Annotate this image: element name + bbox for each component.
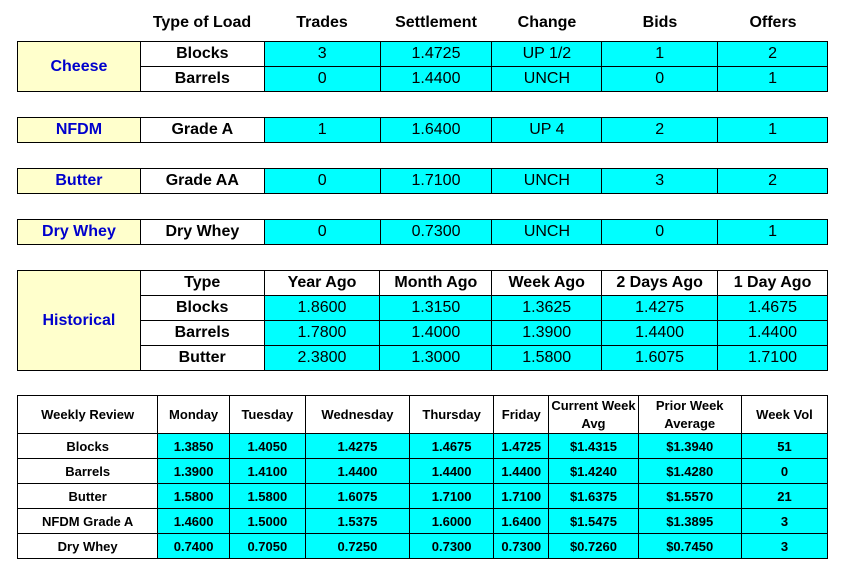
thursday-cell: 0.7300	[410, 534, 494, 559]
dry-whey-table	[17, 219, 828, 245]
weekly-header-monday: Monday	[158, 396, 230, 434]
wednesday-cell: 0.7250	[305, 534, 409, 559]
1-day-ago-cell: 1.4400	[718, 321, 828, 346]
historical-header-2-days-ago: 2 Days Ago	[602, 271, 718, 296]
prior-week-average-cell: $0.7450	[638, 534, 741, 559]
week-ago-cell: 1.3625	[492, 296, 602, 321]
week-vol-cell: 3	[741, 534, 827, 559]
tuesday-cell: 1.4100	[229, 459, 305, 484]
bids-cell: 1	[602, 42, 718, 67]
settlement-cell: 1.6400	[380, 118, 492, 143]
weekly-header-prior-week-average: Prior Week Average	[638, 396, 741, 434]
table-row	[18, 220, 828, 245]
week-vol-cell: 3	[741, 509, 827, 534]
1-day-ago-cell: 1.7100	[718, 346, 828, 371]
year-ago-cell: 1.8600	[264, 296, 380, 321]
cheese-type-cell: Barrels	[140, 67, 264, 92]
historical-header-month-ago: Month Ago	[380, 271, 492, 296]
bids-cell: 3	[602, 169, 718, 194]
weekly-product-cell: Blocks	[18, 434, 158, 459]
change-cell: UNCH	[492, 169, 602, 194]
historical-header-type: Type	[140, 271, 264, 296]
prior-week-average-cell: $1.4280	[638, 459, 741, 484]
tuesday-cell: 1.5800	[229, 484, 305, 509]
wednesday-cell: 1.5375	[305, 509, 409, 534]
2-days-ago-cell: 1.4275	[602, 296, 718, 321]
thursday-cell: 1.7100	[410, 484, 494, 509]
change-cell: UNCH	[492, 67, 602, 92]
table-row	[18, 42, 828, 67]
monday-cell: 1.5800	[158, 484, 230, 509]
week-ago-cell: 1.3900	[492, 321, 602, 346]
table-row	[18, 169, 828, 194]
month-ago-cell: 1.3000	[380, 346, 492, 371]
offers-cell: 1	[718, 67, 828, 92]
trades-cell: 0	[264, 67, 380, 92]
nfdm-label: NFDM	[18, 118, 141, 143]
historical-table	[17, 270, 828, 371]
weekly-header-friday: Friday	[494, 396, 549, 434]
wednesday-cell: 1.6075	[305, 484, 409, 509]
week-vol-cell: 0	[741, 459, 827, 484]
cheese-type-cell: Blocks	[140, 42, 264, 67]
tuesday-cell: 1.5000	[229, 509, 305, 534]
month-ago-cell: 1.4000	[380, 321, 492, 346]
trades-cell: 3	[264, 42, 380, 67]
2-days-ago-cell: 1.4400	[602, 321, 718, 346]
change-cell: UP 1/2	[492, 42, 602, 67]
friday-cell: 1.4725	[494, 434, 549, 459]
header-settlement: Settlement	[395, 14, 477, 31]
thursday-cell: 1.6000	[410, 509, 494, 534]
offers-cell: 1	[718, 220, 828, 245]
current-week-avg-cell: $1.5475	[549, 509, 638, 534]
friday-cell: 0.7300	[494, 534, 549, 559]
prior-week-average-cell: $1.5570	[638, 484, 741, 509]
tuesday-cell: 1.4050	[229, 434, 305, 459]
header-trades: Trades	[296, 14, 348, 31]
historical-header-1-day-ago: 1 Day Ago	[718, 271, 828, 296]
1-day-ago-cell: 1.4675	[718, 296, 828, 321]
thursday-cell: 1.4675	[410, 434, 494, 459]
header-offers: Offers	[749, 14, 797, 31]
table-row	[18, 534, 828, 559]
week-vol-cell: 21	[741, 484, 827, 509]
current-week-avg-cell: $1.4315	[549, 434, 638, 459]
settlement-cell: 1.7100	[380, 169, 492, 194]
bids-cell: 2	[602, 118, 718, 143]
2-days-ago-cell: 1.6075	[602, 346, 718, 371]
weekly-header-current-week-avg: Current Week Avg	[549, 396, 638, 434]
trades-cell: 0	[264, 220, 380, 245]
offers-cell: 1	[718, 118, 828, 143]
historical-header-week-ago: Week Ago	[492, 271, 602, 296]
change-cell: UP 4	[492, 118, 602, 143]
trades-cell: 0	[264, 169, 380, 194]
settlement-cell: 1.4400	[380, 67, 492, 92]
weekly-product-cell: Barrels	[18, 459, 158, 484]
weekly-product-cell: Butter	[18, 484, 158, 509]
table-header-row	[18, 271, 828, 296]
table-row	[18, 484, 828, 509]
historical-type-cell: Barrels	[140, 321, 264, 346]
offers-cell: 2	[718, 169, 828, 194]
historical-type-cell: Butter	[140, 346, 264, 371]
thursday-cell: 1.4400	[410, 459, 494, 484]
weekly-product-cell: Dry Whey	[18, 534, 158, 559]
offers-cell: 2	[718, 42, 828, 67]
table-row	[18, 509, 828, 534]
monday-cell: 1.3900	[158, 459, 230, 484]
historical-type-cell: Blocks	[140, 296, 264, 321]
year-ago-cell: 1.7800	[264, 321, 380, 346]
prior-week-average-cell: $1.3895	[638, 509, 741, 534]
butter-type-cell: Grade AA	[140, 169, 264, 194]
cheese-table	[17, 41, 828, 92]
change-cell: UNCH	[492, 220, 602, 245]
butter-label: Butter	[18, 169, 141, 194]
prior-week-average-cell: $1.3940	[638, 434, 741, 459]
monday-cell: 1.3850	[158, 434, 230, 459]
weekly-product-cell: NFDM Grade A	[18, 509, 158, 534]
weekly-header-thursday: Thursday	[410, 396, 494, 434]
wednesday-cell: 1.4400	[305, 459, 409, 484]
friday-cell: 1.6400	[494, 509, 549, 534]
week-ago-cell: 1.5800	[492, 346, 602, 371]
monday-cell: 0.7400	[158, 534, 230, 559]
nfdm-type-cell: Grade A	[140, 118, 264, 143]
wednesday-cell: 1.4275	[305, 434, 409, 459]
year-ago-cell: 2.3800	[264, 346, 380, 371]
dry-whey-type-cell: Dry Whey	[140, 220, 264, 245]
butter-table	[17, 168, 828, 194]
tuesday-cell: 0.7050	[229, 534, 305, 559]
current-week-avg-cell: $1.6375	[549, 484, 638, 509]
historical-header-year-ago: Year Ago	[264, 271, 380, 296]
header-change: Change	[517, 14, 577, 31]
dry-whey-label: Dry Whey	[18, 220, 141, 245]
table-row	[18, 459, 828, 484]
bids-cell: 0	[602, 220, 718, 245]
weekly-header-week-vol: Week Vol	[741, 396, 827, 434]
settlement-cell: 1.4725	[380, 42, 492, 67]
week-vol-cell: 51	[741, 434, 827, 459]
current-week-avg-cell: $0.7260	[549, 534, 638, 559]
cheese-label: Cheese	[18, 42, 141, 92]
nfdm-table	[17, 117, 828, 143]
table-row	[18, 118, 828, 143]
current-week-avg-cell: $1.4240	[549, 459, 638, 484]
friday-cell: 1.7100	[494, 484, 549, 509]
bids-cell: 0	[602, 67, 718, 92]
friday-cell: 1.4400	[494, 459, 549, 484]
header-bids: Bids	[642, 14, 678, 31]
weekly-header-tuesday: Tuesday	[229, 396, 305, 434]
month-ago-cell: 1.3150	[380, 296, 492, 321]
weekly-review-table	[17, 395, 828, 559]
header-type-of-load: Type of Load	[152, 14, 252, 31]
weekly-header-title: Weekly Review	[18, 396, 158, 434]
weekly-header-wednesday: Wednesday	[305, 396, 409, 434]
monday-cell: 1.4600	[158, 509, 230, 534]
table-row	[18, 434, 828, 459]
settlement-cell: 0.7300	[380, 220, 492, 245]
historical-label: Historical	[18, 271, 141, 371]
trades-cell: 1	[264, 118, 380, 143]
table-header-row	[18, 396, 828, 434]
